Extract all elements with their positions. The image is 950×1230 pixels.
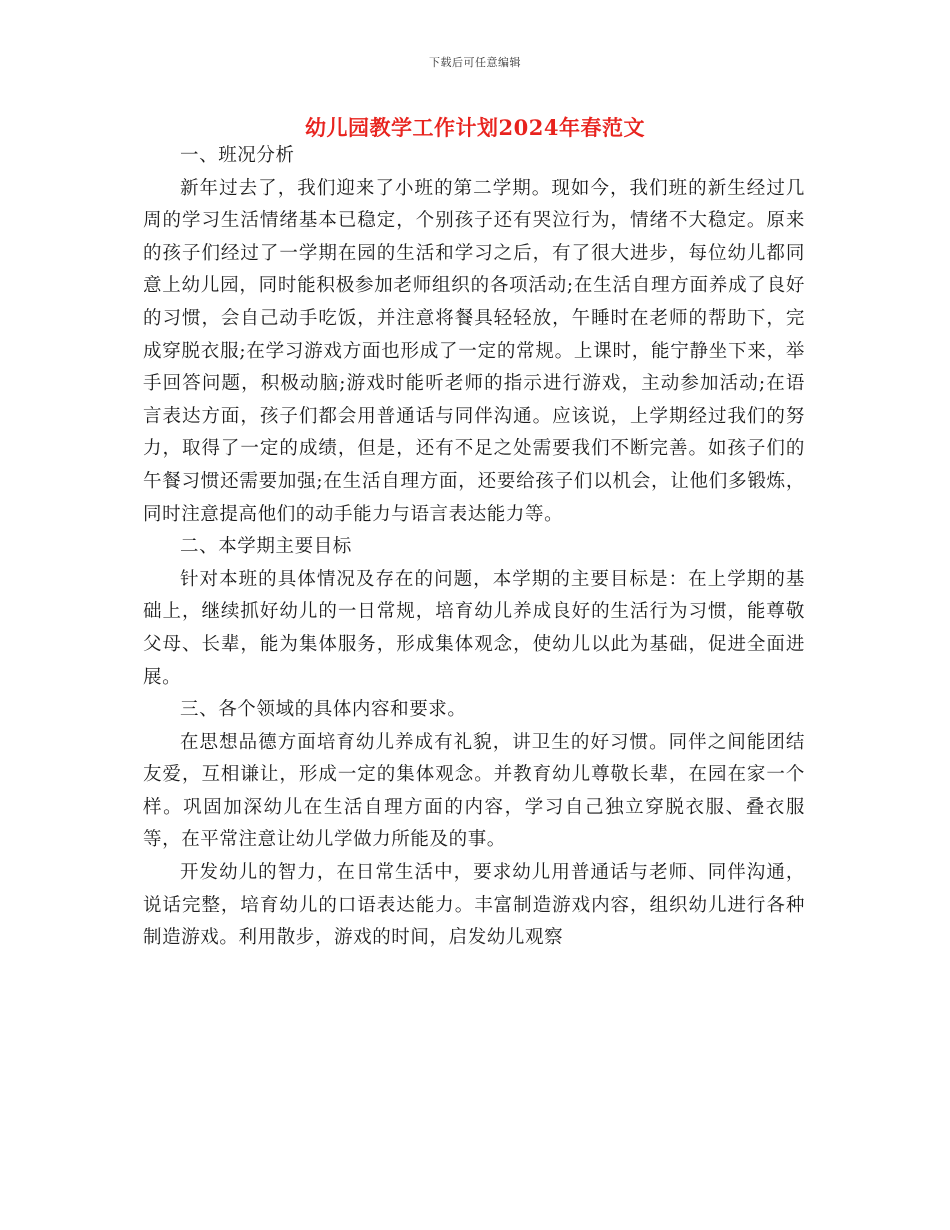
document-body <box>143 140 805 955</box>
document-title: 幼儿园教学工作计划2024年春范文 <box>305 115 645 140</box>
section-heading: 二、本学期主要目标 <box>180 536 352 558</box>
paragraph: 开发幼儿的智力，在日常生活中，要求幼儿用普通话与老师、同伴沟通，说话完整，培育幼儿的口语表达能力。丰富制造游戏内容，组织幼儿进行各种制造游戏。利用散步，游戏的时间，启发幼儿观察 <box>143 862 805 949</box>
header-note: 下载后可任意编辑 <box>429 56 521 69</box>
section-heading: 一、班况分析 <box>180 145 295 166</box>
paragraph: 新年过去了，我们迎来了小班的第二学期。现如今，我们班的新生经过几周的学习生活情绪基本已稳定，个别孩子还有哭泣行为，情绪不大稳定。原来的孩子们经过了一学期在园的生活和学习之后，有了很大进步，每位幼儿都同意上幼儿园，同时能积极参加老师组织的各项活动;在生活自理方面养成了良好的习惯，会自己动手吃饭，并注意将餐具轻轻放，午睡时在老师的帮助下，完成穿脱衣服;在学习游戏方面也形成了一定的常规。上课时，能宁静坐下来，举手回答问题，积极动脑;游戏时能听老师的指示进行游戏，主动参加活动;在语言表达方面，孩子们都会用普通话与同伴沟通。应该说，上学期经过我们的努力，取得了一定的成绩，但是，还有不足之处需要我们不断完善。如孩子们的午餐习惯还需要加强;在生活自理方面，还要给孩子们以机会，让他们多锻炼，同时注意提高他们的动手能力与语言表达能力等。 <box>143 177 805 525</box>
section-heading: 三、各个领域的具体内容和要求。 <box>180 699 467 721</box>
paragraph: 针对本班的具体情况及存在的问题，本学期的主要目标是：在上学期的基础上，继续抓好幼儿的一日常规，培育幼儿养成良好的生活行为习惯，能尊敬父母、长辈，能为集体服务，形成集体观念，使幼儿以此为基础，促进全面进展。 <box>143 568 805 688</box>
paragraph: 在思想品德方面培育幼儿养成有礼貌，讲卫生的好习惯。同伴之间能团结友爱，互相谦让，形成一定的集体观念。并教育幼儿尊敬长辈，在园在家一个样。巩固加深幼儿在生活自理方面的内容，学习自己独立穿脱衣服、叠衣服等，在平常注意让幼儿学做力所能及的事。 <box>143 731 805 851</box>
